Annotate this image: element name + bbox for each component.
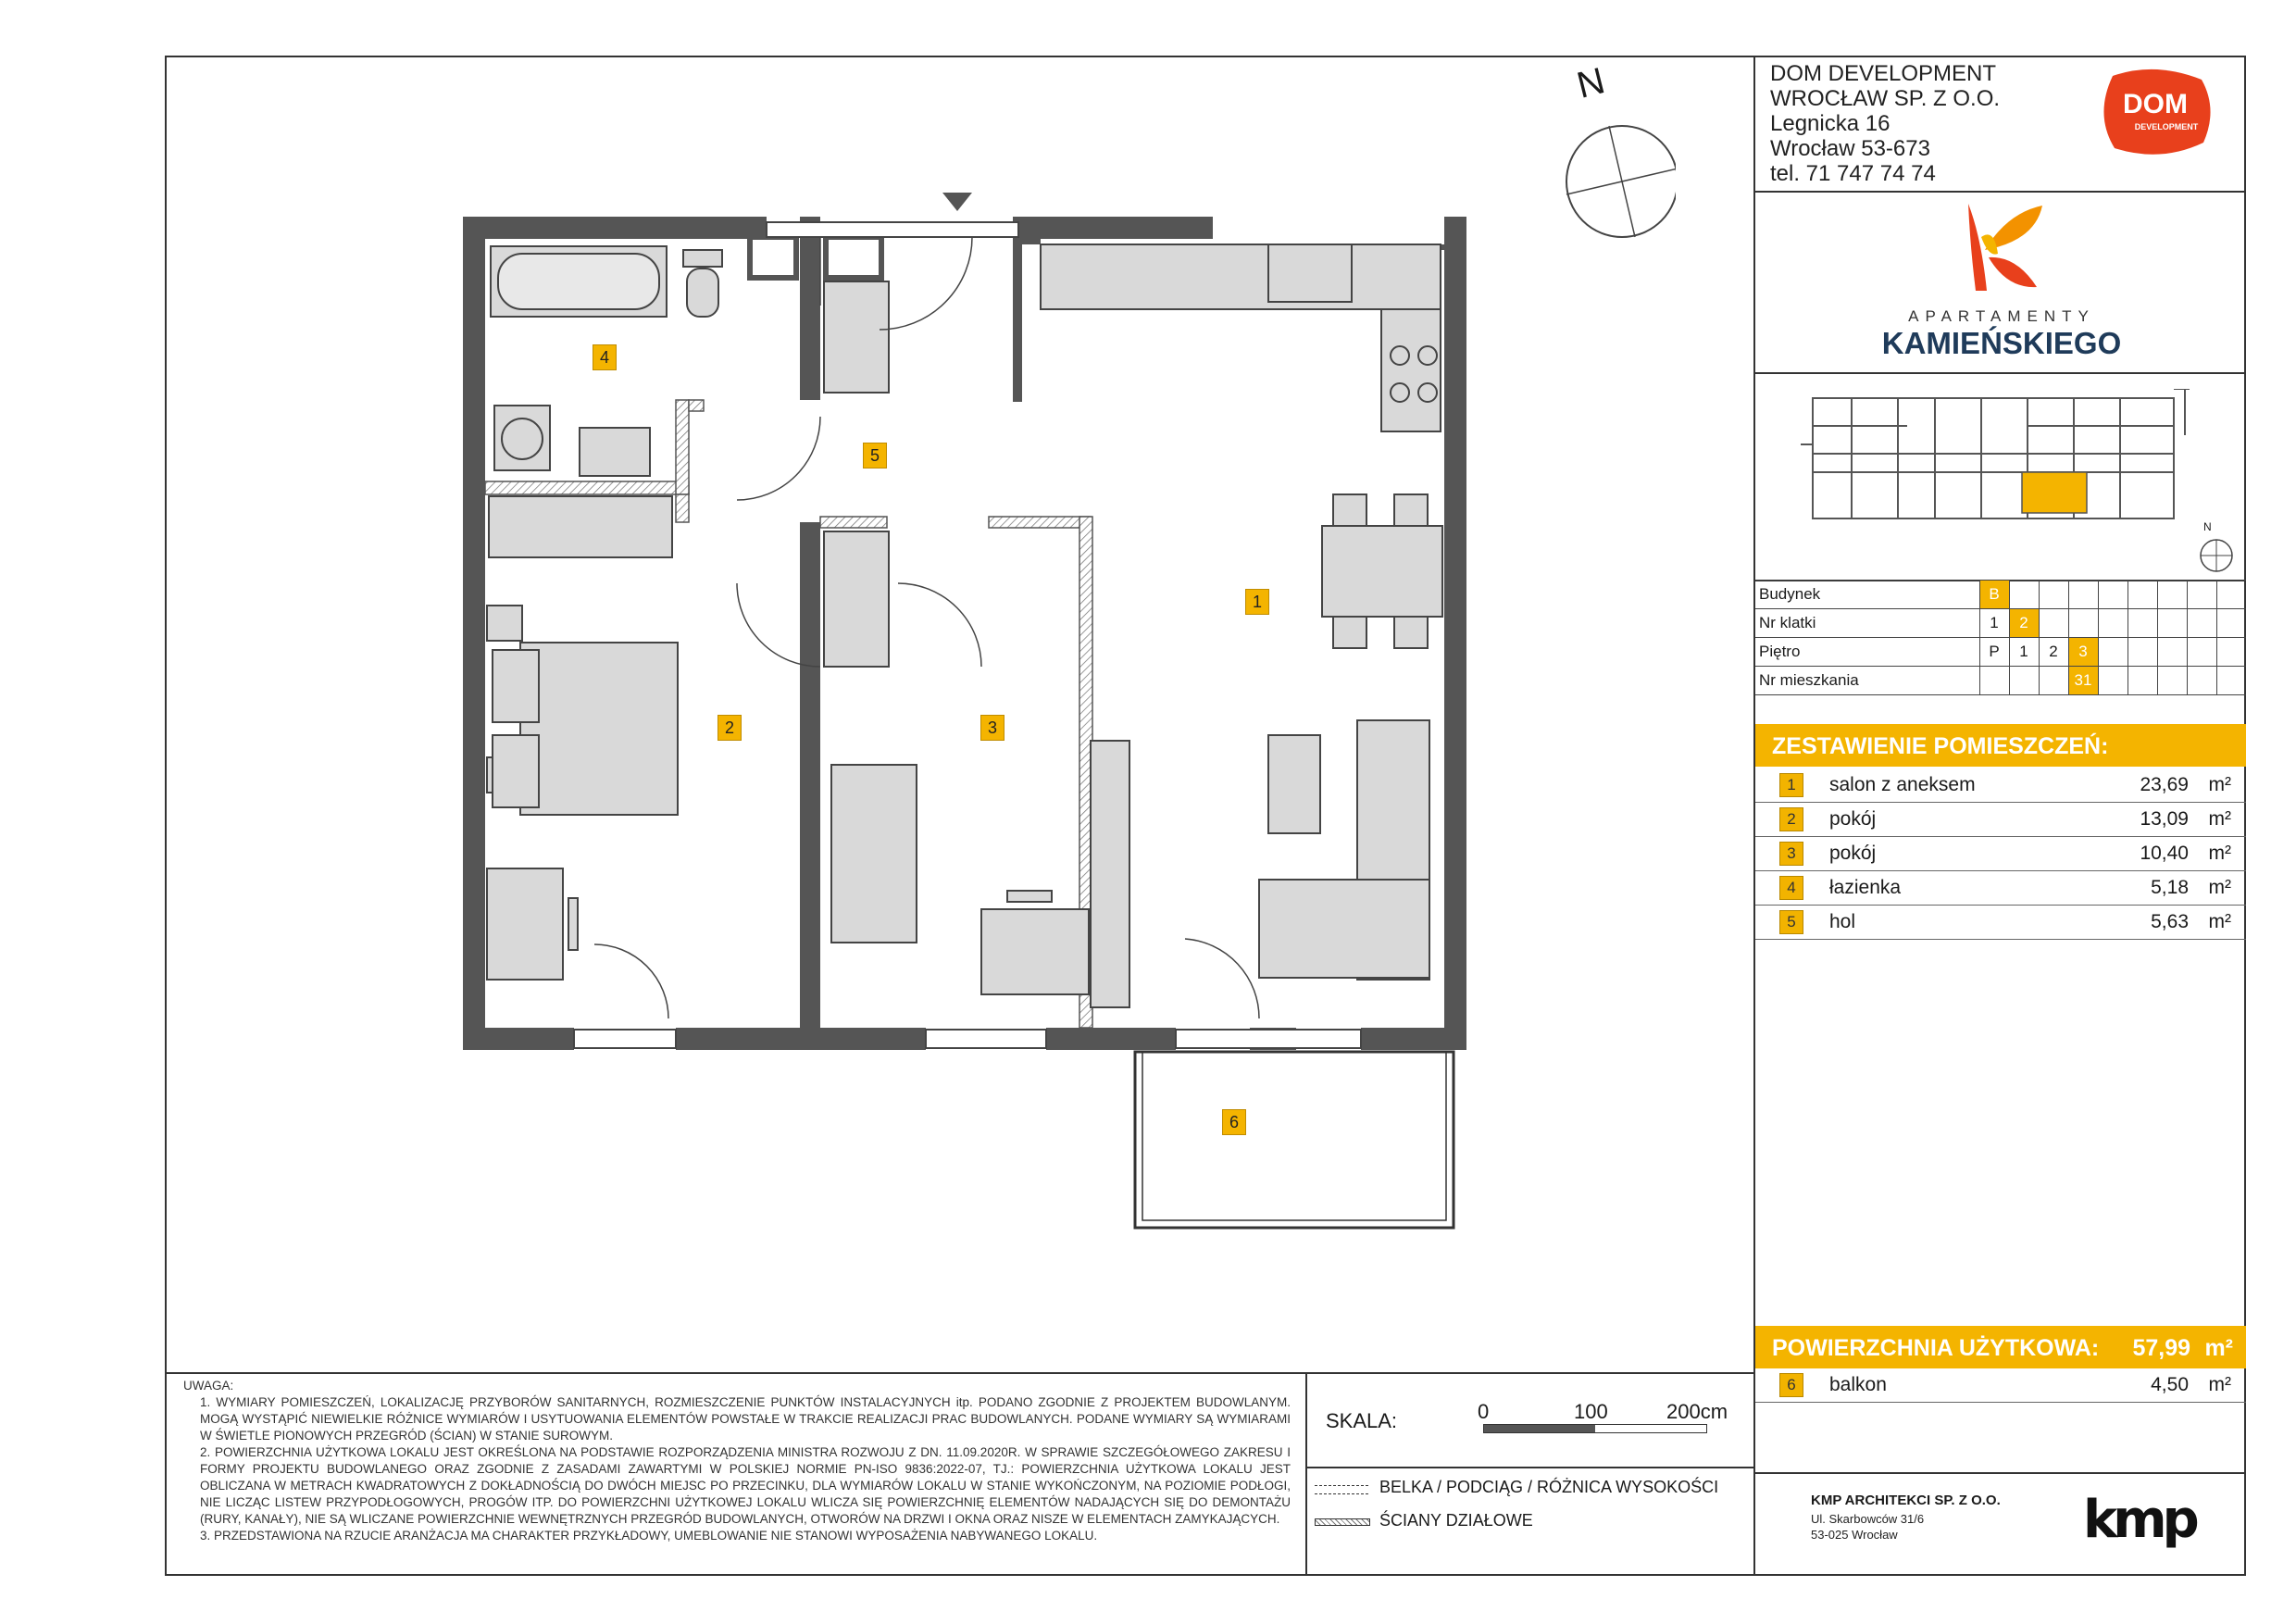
scale-tick-100: 100 xyxy=(1574,1400,1608,1423)
room-area: 23,69 xyxy=(2140,774,2189,795)
plan-tag-room-6: 6 xyxy=(1222,1109,1246,1135)
room-number: 2 xyxy=(1779,807,1803,831)
plan-tag-room-4: 4 xyxy=(593,344,617,370)
plan-tag-room-3: 3 xyxy=(980,715,1004,741)
info-cell-highlight: 31 xyxy=(2068,667,2098,695)
room-name: łazienka xyxy=(1829,877,1902,898)
north-compass xyxy=(1555,61,1676,246)
room-number: 6 xyxy=(1779,1373,1803,1397)
list-item xyxy=(1755,803,2246,837)
room-number: 1 xyxy=(1779,773,1803,797)
project-divider xyxy=(1753,372,2246,374)
keyplan-compass-label: N xyxy=(2203,520,2212,533)
room-unit: m² xyxy=(2208,911,2231,932)
legend-walls-symbol xyxy=(1315,1518,1370,1526)
room-name: balkon xyxy=(1829,1374,1887,1395)
building-key-plan xyxy=(1796,389,2194,526)
info-cell-highlight: 3 xyxy=(2068,638,2098,667)
total-label: POWIERZCHNIA UŻYTKOWA: xyxy=(1772,1335,2100,1361)
floor-plan xyxy=(454,185,1481,1231)
architect-city: 53-025 Wrocław xyxy=(1811,1528,1898,1542)
table-row xyxy=(1755,638,2246,667)
project-k-logo xyxy=(1961,200,2046,294)
scale-tick-200: 200cm xyxy=(1666,1400,1728,1423)
architect-street: Ul. Skarbowców 31/6 xyxy=(1811,1512,1925,1526)
scale-bar xyxy=(1483,1424,1707,1433)
list-item xyxy=(1755,906,2246,940)
room-number: 3 xyxy=(1779,842,1803,866)
project-name-line1: APARTAMENTY xyxy=(1908,307,2095,325)
room-unit: m² xyxy=(2208,808,2231,830)
company-address xyxy=(1770,61,2000,186)
room-number: 5 xyxy=(1779,910,1803,934)
info-cell: 2 xyxy=(2039,638,2068,667)
total-value: 57,99 xyxy=(2132,1335,2190,1361)
legend-beam-label: BELKA / PODCIĄG / RÓŻNICA WYSOKOŚCI xyxy=(1379,1478,1719,1496)
legend-walls-label: ŚCIANY DZIAŁOWE xyxy=(1379,1511,1533,1530)
scale-legend-divider xyxy=(1305,1467,1755,1468)
room-area: 10,40 xyxy=(2140,843,2189,864)
room-area: 4,50 xyxy=(2151,1374,2189,1395)
rooms-header-text: ZESTAWIENIE POMIESZCZEŃ: xyxy=(1772,733,2109,759)
notes-block xyxy=(183,1378,1291,1544)
room-unit: m² xyxy=(2208,1374,2231,1395)
notes-title: UWAGA: xyxy=(183,1379,234,1393)
rooms-header xyxy=(1755,724,2246,767)
info-cell-highlight: 2 xyxy=(2009,609,2039,638)
list-item xyxy=(1755,768,2246,803)
room-unit: m² xyxy=(2208,843,2231,864)
list-item xyxy=(1755,871,2246,906)
room-name: hol xyxy=(1829,911,1856,932)
info-cell: P xyxy=(1979,638,2009,667)
info-label: Piętro xyxy=(1755,638,1979,667)
table-row xyxy=(1755,667,2246,695)
dom-development-logo xyxy=(2094,67,2216,159)
info-cell: 1 xyxy=(2009,638,2039,667)
table-row xyxy=(1755,609,2246,638)
info-cell-highlight: B xyxy=(1979,581,2009,609)
table-row xyxy=(1755,581,2246,609)
scale-label: SKALA: xyxy=(1326,1409,1398,1432)
unit-info-table xyxy=(1755,580,2246,695)
note-item: 1. WYMIARY POMIESZCZEŃ, LOKALIZACJĘ PRZYBORÓW SANITARNYCH, ROZMIESZCZENIE PUNKTÓW INSTALACYJNYCH itp. PODANO ZGODNIE Z PROJEKTEM BUDOWLANYM. MOGĄ WYSTĄPIĆ NIEWIELKIE RÓŻNICE WYMIARÓW I USYTUOWANIA ELEMENTÓW POWSTAŁE W TRAKCIE REALIZACJI PRAC BUDOWLANYCH. PODANE WYMIARY SĄ WYMIARAMI W ŚWIETLE PIONOWYCH PRZEGRÓD (ŚCIAN) W STANIE SUROWYM. xyxy=(200,1395,1291,1443)
list-item xyxy=(1755,837,2246,871)
room-number: 4 xyxy=(1779,876,1803,900)
company-phone: tel. 71 747 74 74 xyxy=(1770,161,1936,186)
company-name-line2: WROCŁAW SP. Z O.O. xyxy=(1770,86,2001,111)
dom-logo-sub: DEVELOPMENT xyxy=(2134,122,2199,131)
info-label: Budynek xyxy=(1755,581,1979,609)
room-name: pokój xyxy=(1829,808,1877,830)
info-cell: 1 xyxy=(1979,609,2009,638)
info-label: Nr klatki xyxy=(1755,609,1979,638)
notes-divider xyxy=(165,1372,1755,1374)
company-name-line1: DOM DEVELOPMENT xyxy=(1770,61,1997,86)
room-name: salon z aneksem xyxy=(1829,774,1976,795)
kmp-logo-text: kmp xyxy=(2083,1490,2195,1550)
room-area: 5,18 xyxy=(2151,877,2189,898)
table-divider xyxy=(1753,1472,2246,1474)
plan-tag-room-2: 2 xyxy=(718,715,742,741)
scale-tick-0: 0 xyxy=(1478,1400,1490,1423)
room-unit: m² xyxy=(2208,774,2231,795)
total-unit: m² xyxy=(2204,1335,2233,1361)
room-area: 5,63 xyxy=(2151,911,2189,932)
architect-name: KMP ARCHITEKCI SP. Z O.O. xyxy=(1811,1493,2001,1508)
room-area: 13,09 xyxy=(2140,808,2189,830)
total-area-bar xyxy=(1755,1326,2246,1368)
project-name-line2: KAMIEŃSKIEGO xyxy=(1881,326,2122,360)
legend-beam-symbol xyxy=(1315,1485,1368,1494)
company-divider xyxy=(1753,191,2246,193)
dom-logo-text: DOM xyxy=(2123,89,2188,119)
note-item: 2. POWIERZCHNIA UŻYTKOWA LOKALU JEST OKREŚLONA NA PODSTAWIE ROZPORZĄDZENIA MINISTRA ROZWOJU Z DN. 11.09.2020R. W SPRAWIE SZCZEGÓŁOWEGO ZAKRESU I FORMY PROJEKTU BUDOWLANEGO ORAZ ZGODNIE Z ZASADAMI ZAWARTYMI W POLSKIEJ NORMIE PN-ISO 9836:2022-07, TJ.: POWIERZCHNIA UŻYTKOWA LOKALU JEST OBLICZANA W METRACH KWADRATOWYCH Z DOKŁADNOŚCIĄ DO DWÓCH MIEJSC PO PRZECINKU, DLA WYMIARÓW LOKALU W STANIE WYKOŃCZONYM, NA POZIOMIE PODŁOGI, NIE LICZĄC LISTEW PRZYPODŁOGOWYCH, PROGÓW ITP. DO POWIERZCHNI UŻYTKOWEJ LOKALU WLICZA SIĘ POWIERZCHNIĘ ELEMENTÓW NADAJĄCYCH SIĘ DO DEMONTAŻU (RURY, KANAŁY), NIE SĄ WLICZANE POWIERZCHNIE WEWNĘTRZNYCH PRZEGRÓD BUDOWLANYCH, OTWORÓW NA DRZWI I OKNA ORAZ NISZE W ELEMENTACH ZAMYKAJĄCYCH. xyxy=(200,1445,1291,1526)
balcony-row xyxy=(1755,1368,2246,1403)
kmp-logo xyxy=(2083,1490,2195,1550)
compass-label: N xyxy=(1572,60,1609,106)
note-item: 3. PRZEDSTAWIONA NA RZUCIE ARANŻACJA MA CHARAKTER PRZYKŁADOWY, UMEBLOWANIE NIE STANOWI WYPOSAŻENIA NABYWANEGO LOKALU. xyxy=(200,1529,1098,1543)
architect-info xyxy=(1811,1493,2001,1542)
keyplan-compass xyxy=(2189,520,2244,576)
plan-tag-room-5: 5 xyxy=(863,443,887,468)
company-city: Wrocław 53-673 xyxy=(1770,136,1930,161)
room-name: pokój xyxy=(1829,843,1877,864)
company-street: Legnicka 16 xyxy=(1770,111,1890,136)
room-unit: m² xyxy=(2208,877,2231,898)
notes-scale-divider xyxy=(1305,1372,1307,1576)
info-label: Nr mieszkania xyxy=(1755,667,1979,695)
plan-tag-room-1: 1 xyxy=(1245,589,1269,615)
